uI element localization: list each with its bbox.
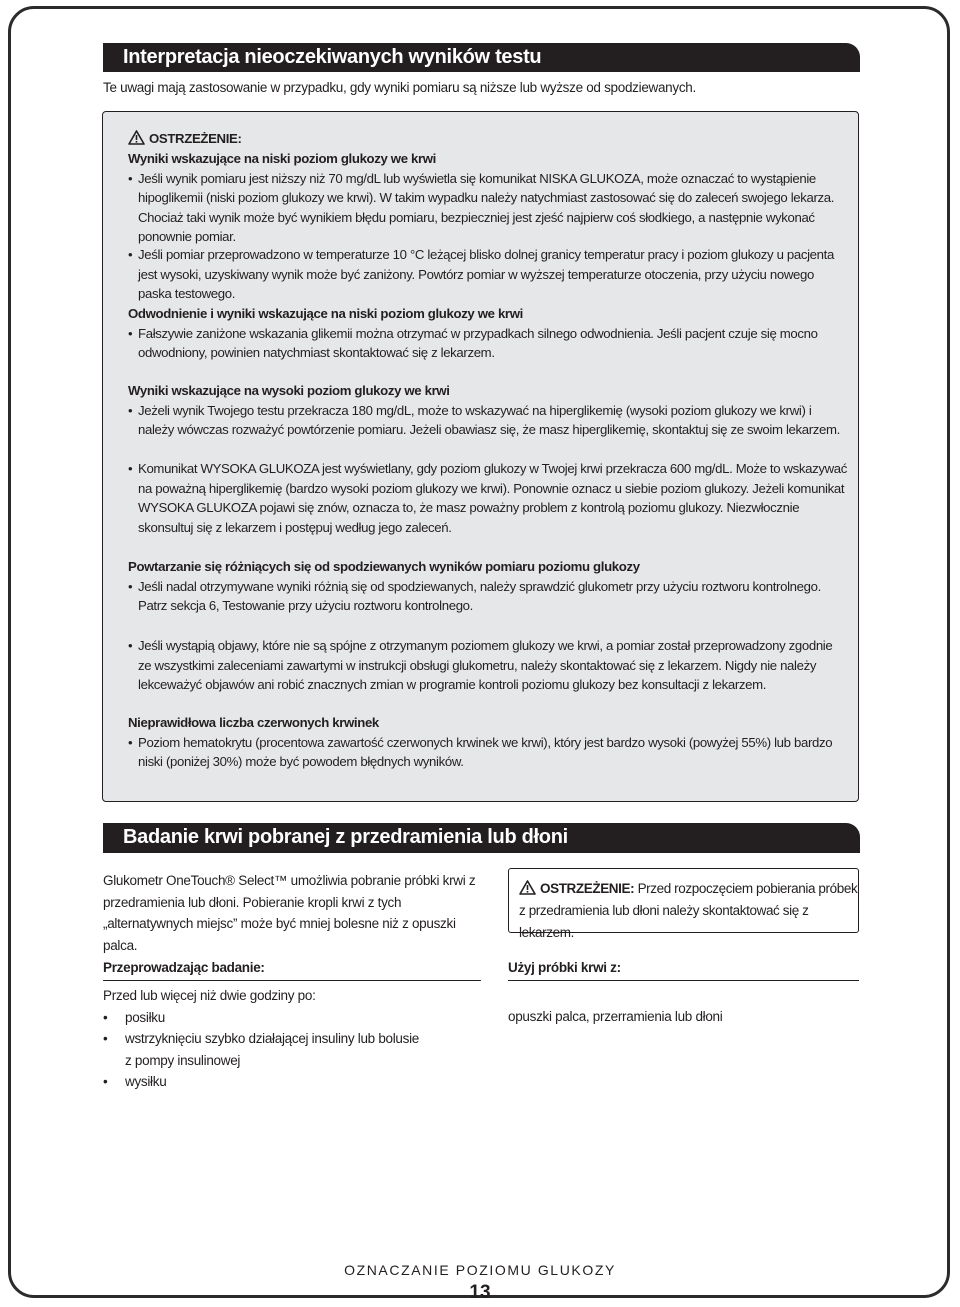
low-glucose-bullet-1: • Jeśli wynik pomiaru jest niższy niż 70 mg/dL lub wyświetla się komunikat NISKA GLUKOZA, może oznaczać to wystąpienie hipoglikemii (niski poziom glukozy we krwi). W takim wypadku należy natychmiast zastosować się do zaleceń swojego lekarza. Chociaż taki wynik może być wynikiem błędu pomiaru, bezpieczniej jest zjeść najpierw coś słodkiego, a następnie wykonać ponownie pomiar.: [128, 169, 848, 247]
section-title-underline: [103, 70, 860, 72]
repeat-results-bullet-2: • Jeśli wystąpią objawy, które nie są spójne z otrzymanym poziomem glukozy we krwi, a pomiar został przeprowadzony zgodnie ze wszystkimi zaleceniami zawartymi w instrukcji obsługi glukometru, należy skontaktować się z lekarzem. Nigdy nie należy lekceważyć objawów ani robić znacznych zmian w programie kontroli poziomu glukozy bez konsultacji z lekarzem.: [128, 636, 848, 695]
alternate-site-warning: [519, 878, 859, 944]
footer-title: OZNACZANIE POZIOMU GLUKOZY: [344, 1262, 616, 1278]
rbc-section: [128, 713, 848, 772]
list-item: • posiłku: [103, 1007, 423, 1029]
dehydration-section: [128, 304, 848, 363]
alternate-site-warning-label: OSTRZEŻENIE:: [540, 881, 635, 896]
column-1-content: [103, 985, 423, 1093]
low-glucose-heading: Wyniki wskazujące na niski poziom glukozy we krwi: [128, 151, 436, 166]
repeat-results-section: [128, 557, 848, 616]
section-title-unexpected-results: Interpretacja nieoczekiwanych wyników testu: [103, 43, 860, 71]
high-glucose-section: [128, 381, 848, 440]
section-title-alternate-site: Badanie krwi pobranej z przedramienia lub dłoni: [103, 823, 860, 852]
list-item: • wstrzyknięciu szybko działającej insuliny lub bolusie z pompy insulinowej: [103, 1028, 423, 1071]
list-item: • wysiłku: [103, 1071, 423, 1093]
column-rule-1: [103, 980, 481, 981]
column-2-content: opuszki palca, przerramienia lub dłoni: [508, 1009, 723, 1024]
rbc-heading: Nieprawidłowa liczba czerwonych krwinek: [128, 715, 379, 730]
low-temperature-section: [128, 245, 848, 304]
high-glucose-bullet-2: • Komunikat WYSOKA GLUKOZA jest wyświetlany, gdy poziom glukozy w Twojej krwi przekracza 600 mg/dL. Może to wskazywać na poważną hiperglikemię (bardzo wysoki poziom glukozy we krwi). Ponownie oznacz u siebie poziom glukozy. Jeżeli komunikat WYSOKA GLUKOZA pojawi się znów, oznacza to, że masz poważny problem z kontrolą poziomu glukozy. Niezwłocznie skonsultuj się z lekarzem i postępuj według jego zaleceń.: [128, 459, 848, 537]
column-heading-sample-from: Użyj próbki krwi z:: [508, 960, 621, 975]
timing-list: [103, 1007, 423, 1093]
dehydration-bullet-1: • Fałszywie zaniżone wskazania glikemii można otrzymać w przypadkach silnego odwodnienia. Jeśli pacjent czuje się mocno odwodniony, powinien natychmiast skontaktować się z lekarzem.: [128, 324, 848, 363]
page-number: 13: [469, 1282, 491, 1303]
high-glucose-message-section: [128, 459, 848, 537]
low-glucose-bullet-2: • Jeśli pomiar przeprowadzono w temperaturze 10 °C leżącej blisko dolnej granicy temperatur pracy i poziom glukozy u pacjenta jest wysoki, uzyskiwany wynik może być zaniżony. Powtórz pomiar w wyższej temperaturze otoczenia, przy użyciu nowego paska testowego.: [128, 245, 848, 304]
high-glucose-heading: Wyniki wskazujące na wysoki poziom glukozy we krwi: [128, 383, 450, 398]
low-glucose-section: [128, 149, 848, 247]
warning-triangle-icon: [519, 880, 536, 895]
section-title-underline-2: [103, 851, 860, 853]
warning-triangle-icon: [128, 130, 145, 145]
column-1-lead: Przed lub więcej niż dwie godziny po:: [103, 988, 316, 1003]
repeat-results-heading: Powtarzanie się różniących się od spodziewanych wyników pomiaru poziomu glukozy: [128, 559, 640, 574]
alternate-site-intro: Glukometr OneTouch® Select™ umożliwia pobranie próbki krwi z przedramienia lub dłoni. Pobieranie kropli krwi z tych „alternatywnych miejsc” może być mniej bolesne niż z opuszki palca.: [103, 873, 476, 953]
section-intro: Te uwagi mają zastosowanie w przypadku, gdy wyniki pomiaru są niższe lub wyższe od spodziewanych.: [103, 80, 696, 95]
warning-label: OSTRZEŻENIE:: [149, 131, 242, 146]
symptoms-section: [128, 636, 848, 695]
column-rule-2: [508, 980, 859, 981]
alternate-site-warning-text: Przed rozpoczęciem pobierania próbek z przedramienia lub dłoni należy skontaktować się z lekarzem.: [519, 881, 858, 940]
repeat-results-bullet-1: • Jeśli nadal otrzymywane wyniki różnią się od spodziewanych, należy sprawdzić glukometr przy użyciu roztworu kontrolnego. Patrz sekcja 6, Testowanie przy użyciu roztworu kontrolnego.: [128, 577, 848, 616]
warning-label-row: [128, 129, 848, 149]
dehydration-heading: Odwodnienie i wyniki wskazujące na niski poziom glukozy we krwi: [128, 306, 523, 321]
column-heading-performing-test: Przeprowadzając badanie:: [103, 960, 265, 975]
high-glucose-bullet-1: • Jeżeli wynik Twojego testu przekracza 180 mg/dL, może to wskazywać na hiperglikemię (wysoki poziom glukozy we krwi) i należy wówczas rozważyć powtórzenie pomiaru. Jeżeli obawiasz się, że masz hiperglikemię, skontaktuj się ze swoim lekarzem.: [128, 401, 848, 440]
rbc-bullet-1: • Poziom hematokrytu (procentowa zawartość czerwonych krwinek we krwi), który jest bardzo wysoki (powyżej 55%) lub bardzo niski (poniżej 30%) może być powodem błędnych wyników.: [128, 733, 848, 772]
